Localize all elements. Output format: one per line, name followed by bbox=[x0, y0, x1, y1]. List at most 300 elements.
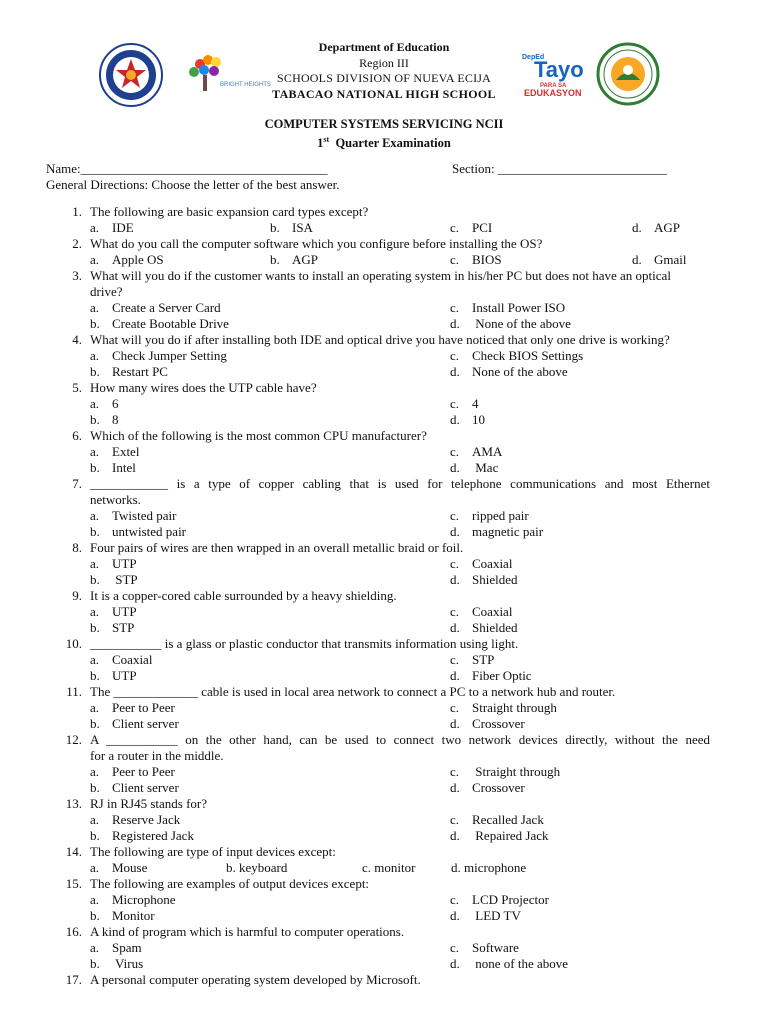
option-text: STP bbox=[472, 652, 495, 667]
text-line bbox=[0, 604, 768, 620]
answer-option bbox=[632, 220, 680, 236]
question-text: The following are type of input devices except: bbox=[90, 844, 336, 859]
answer-option bbox=[90, 300, 221, 316]
text-line bbox=[0, 572, 768, 588]
option-text: Crossover bbox=[472, 780, 525, 795]
course-title: COMPUTER SYSTEMS SERVICING NCII bbox=[264, 117, 504, 131]
answer-option bbox=[90, 828, 194, 844]
answer-option bbox=[450, 668, 532, 684]
option-text: Fiber Optic bbox=[472, 668, 532, 683]
option-letter: a. bbox=[90, 444, 100, 459]
quarter-suffix: st bbox=[323, 135, 330, 144]
option-letter: c. bbox=[450, 444, 460, 459]
answer-option bbox=[450, 316, 571, 332]
answer-option bbox=[450, 828, 549, 844]
option-text: Spam bbox=[112, 940, 142, 955]
question-text: The following are basic expansion card types except? bbox=[90, 204, 369, 219]
option-letter: d. bbox=[450, 828, 460, 843]
question-item bbox=[0, 876, 768, 924]
answer-option bbox=[450, 956, 568, 972]
option-letter: d. bbox=[450, 316, 460, 331]
option-text: Intel bbox=[112, 460, 136, 475]
question-number: 7. bbox=[72, 476, 82, 491]
option-text: Twisted pair bbox=[112, 508, 177, 523]
option-letter: a. bbox=[90, 556, 100, 571]
text-line bbox=[0, 556, 768, 572]
option-letter: d. bbox=[450, 780, 460, 795]
text-line bbox=[0, 780, 768, 796]
option-letter: d. bbox=[450, 524, 460, 539]
option-letter: a. bbox=[90, 508, 100, 523]
option-letter: a. bbox=[90, 764, 100, 779]
answer-option bbox=[450, 652, 494, 668]
question-text: A kind of program which is harmful to computer operations. bbox=[90, 924, 405, 939]
option-text: UTP bbox=[112, 604, 137, 619]
text-line bbox=[0, 348, 768, 364]
option-letter: a. bbox=[90, 348, 100, 363]
answer-option bbox=[450, 572, 518, 588]
text-line bbox=[0, 252, 768, 268]
option-letter: c. bbox=[450, 348, 460, 363]
option-text: Shielded bbox=[472, 572, 518, 587]
option-text: 10 bbox=[472, 412, 485, 427]
option-letter: b. bbox=[90, 412, 100, 427]
answer-option bbox=[90, 860, 147, 876]
answer-option bbox=[450, 348, 583, 364]
text-line bbox=[0, 684, 768, 700]
question-text: What will you do if after installing both IDE and optical drive you have noticed that only one drive is working? bbox=[90, 332, 670, 347]
option-letter: c. bbox=[450, 892, 460, 907]
option-letter: c. bbox=[450, 652, 460, 667]
option-text: BIOS bbox=[472, 252, 502, 267]
option-text: LED TV bbox=[472, 908, 521, 923]
text-line bbox=[0, 620, 768, 636]
question-number: 8. bbox=[72, 540, 82, 555]
option-text: Coaxial bbox=[112, 652, 153, 667]
answer-option bbox=[90, 940, 142, 956]
option-letter: c. bbox=[450, 396, 460, 411]
tayo-line1: PARA SA bbox=[540, 83, 567, 89]
text-line bbox=[0, 332, 768, 348]
text-line bbox=[0, 284, 768, 300]
question-text: A ___________ on the other hand, can be used to connect two network devices directly, without the need bbox=[90, 732, 710, 747]
option-letter: a. bbox=[90, 220, 100, 235]
option-letter: b. bbox=[90, 460, 100, 475]
text-line bbox=[0, 460, 768, 476]
answer-option bbox=[90, 780, 179, 796]
text-line bbox=[0, 428, 768, 444]
answer-option bbox=[450, 764, 560, 780]
option-text: Virus bbox=[112, 956, 144, 971]
section-field: Section: __________________________ bbox=[452, 161, 667, 176]
answer-option bbox=[450, 300, 565, 316]
answer-option bbox=[450, 716, 525, 732]
question-text: A personal computer operating system developed by Microsoft. bbox=[90, 972, 421, 987]
text-line bbox=[0, 716, 768, 732]
option-letter: b. bbox=[90, 364, 100, 379]
option-letter: a. bbox=[90, 604, 100, 619]
tayo-line2: EDUKASYON bbox=[524, 88, 582, 98]
question-text: ___________ is a glass or plastic conductor that transmits information using light. bbox=[90, 636, 519, 651]
answer-option bbox=[90, 620, 134, 636]
option-text: Microphone bbox=[112, 892, 176, 907]
answer-option bbox=[450, 460, 498, 476]
division-name: SCHOOLS DIVISION OF NUEVA ECIJA bbox=[277, 71, 491, 85]
answer-option: c. monitor bbox=[362, 860, 416, 875]
tayo-word: Tayo bbox=[534, 57, 584, 82]
question-text: It is a copper-cored cable surrounded by a heavy shielding. bbox=[90, 588, 397, 603]
text-line bbox=[0, 700, 768, 716]
option-letter: d. bbox=[450, 412, 460, 427]
answer-option bbox=[632, 252, 687, 268]
answer-option bbox=[90, 348, 227, 364]
option-letter: d. bbox=[632, 220, 642, 235]
quarter-number: 1 bbox=[317, 136, 324, 150]
text-line bbox=[0, 364, 768, 380]
option-text: Shielded bbox=[472, 620, 518, 635]
option-text: untwisted pair bbox=[112, 524, 187, 539]
answer-option bbox=[450, 396, 479, 412]
option-text: AGP bbox=[654, 220, 681, 235]
question-item bbox=[0, 844, 768, 876]
option-letter: a. bbox=[90, 940, 100, 955]
option-text: UTP bbox=[112, 668, 137, 683]
option-letter: a. bbox=[90, 812, 100, 827]
text-line bbox=[0, 844, 768, 860]
region-name: Region III bbox=[359, 55, 409, 70]
question-text: What do you call the computer software which you configure before installing the OS? bbox=[90, 236, 543, 251]
text-line bbox=[0, 940, 768, 956]
answer-option bbox=[450, 412, 485, 428]
question-number: 4. bbox=[72, 332, 82, 347]
answer-option bbox=[450, 252, 502, 268]
answer-option bbox=[90, 412, 119, 428]
answer-option bbox=[450, 364, 568, 380]
option-text: Recalled Jack bbox=[472, 812, 544, 827]
option-letter: a. bbox=[90, 700, 100, 715]
option-text: None of the above bbox=[472, 316, 571, 331]
text-line bbox=[0, 732, 768, 748]
text-line bbox=[0, 860, 768, 876]
answer-option bbox=[90, 556, 137, 572]
option-letter: c. bbox=[450, 300, 460, 315]
text-line bbox=[0, 316, 768, 332]
option-text: Gmail bbox=[654, 252, 687, 267]
answer-option bbox=[450, 940, 519, 956]
option-letter: c. bbox=[450, 764, 460, 779]
option-letter: d. bbox=[450, 364, 460, 379]
text-line bbox=[0, 220, 768, 236]
option-text: Reserve Jack bbox=[112, 812, 181, 827]
question-number: 6. bbox=[72, 428, 82, 443]
option-text: Peer to Peer bbox=[112, 764, 175, 779]
option-letter: b. bbox=[90, 956, 100, 971]
option-text: STP bbox=[112, 620, 135, 635]
question-text: for a router in the middle. bbox=[90, 748, 224, 763]
answer-option bbox=[90, 652, 152, 668]
school-name: TABACAO NATIONAL HIGH SCHOOL bbox=[272, 86, 496, 101]
option-text: Mouse bbox=[112, 860, 148, 875]
question-item bbox=[0, 380, 768, 428]
option-text: Client server bbox=[112, 716, 179, 731]
text-line bbox=[0, 764, 768, 780]
text-line bbox=[0, 924, 768, 940]
option-letter: a. bbox=[90, 252, 100, 267]
question-item bbox=[0, 732, 768, 796]
text-line bbox=[0, 668, 768, 684]
question-item bbox=[0, 428, 768, 476]
question-text: The following are examples of output devices except: bbox=[90, 876, 370, 891]
text-line bbox=[0, 300, 768, 316]
answer-option bbox=[90, 252, 164, 268]
text-line bbox=[0, 796, 768, 812]
option-text: magnetic pair bbox=[472, 524, 544, 539]
text-line bbox=[0, 524, 768, 540]
question-item bbox=[0, 332, 768, 380]
option-text: Straight through bbox=[472, 764, 561, 779]
option-text: LCD Projector bbox=[472, 892, 549, 907]
question-number: 12. bbox=[65, 732, 82, 747]
option-text: Software bbox=[472, 940, 519, 955]
option-letter: a. bbox=[90, 892, 100, 907]
option-text: STP bbox=[112, 572, 138, 587]
option-text: 6 bbox=[112, 396, 119, 411]
option-text: Restart PC bbox=[112, 364, 168, 379]
answer-option bbox=[90, 956, 143, 972]
question-item bbox=[0, 924, 768, 972]
answer-option bbox=[90, 908, 155, 924]
option-text: Create a Server Card bbox=[112, 300, 221, 315]
option-letter: d. bbox=[450, 460, 460, 475]
question-text: RJ in RJ45 stands for? bbox=[90, 796, 207, 811]
option-text: none of the above bbox=[472, 956, 569, 971]
question-number: 16. bbox=[65, 924, 82, 939]
question-item bbox=[0, 796, 768, 844]
option-letter: b. bbox=[90, 668, 100, 683]
text-line bbox=[0, 204, 768, 220]
bright-heights-text: BRIGHT HEIGHTS bbox=[220, 82, 271, 88]
answer-option bbox=[90, 364, 168, 380]
question-item bbox=[0, 588, 768, 636]
text-line bbox=[0, 540, 768, 556]
option-letter: d. bbox=[450, 668, 460, 683]
option-letter: b. bbox=[90, 524, 100, 539]
option-letter: c. bbox=[450, 252, 460, 267]
answer-option bbox=[90, 396, 119, 412]
option-letter: a. bbox=[90, 396, 100, 411]
question-text: Four pairs of wires are then wrapped in an overall metallic braid or foil. bbox=[90, 540, 464, 555]
question-text: What will you do if the customer wants to install an operating system in his/her PC but does not have an optical bbox=[90, 268, 671, 283]
text-line bbox=[0, 236, 768, 252]
option-letter: b. bbox=[90, 316, 100, 331]
option-letter: c. bbox=[450, 700, 460, 715]
tayo-deped-small: DepEd bbox=[522, 54, 545, 61]
option-letter: c. bbox=[450, 604, 460, 619]
text-line bbox=[0, 380, 768, 396]
option-text: Coaxial bbox=[472, 556, 513, 571]
option-text: Extel bbox=[112, 444, 140, 459]
question-item bbox=[0, 684, 768, 732]
text-line bbox=[0, 972, 768, 988]
answer-option bbox=[270, 252, 318, 268]
option-letter: b. bbox=[90, 828, 100, 843]
text-line bbox=[0, 828, 768, 844]
answer-option bbox=[450, 220, 492, 236]
answer-option bbox=[90, 716, 179, 732]
answer-option bbox=[90, 220, 134, 236]
option-letter: b. bbox=[90, 620, 100, 635]
option-text: Check BIOS Settings bbox=[472, 348, 584, 363]
option-letter: b. bbox=[90, 716, 100, 731]
answer-option bbox=[450, 508, 529, 524]
text-line bbox=[0, 956, 768, 972]
question-text: Which of the following is the most common CPU manufacturer? bbox=[90, 428, 427, 443]
option-letter: b. bbox=[90, 908, 100, 923]
option-letter: b. bbox=[90, 780, 100, 795]
option-letter: d. bbox=[632, 252, 642, 267]
question-item bbox=[0, 268, 768, 332]
option-text: Create Bootable Drive bbox=[112, 316, 229, 331]
option-letter: a. bbox=[90, 300, 100, 315]
option-text: PCI bbox=[472, 220, 493, 235]
option-letter: c. bbox=[450, 508, 460, 523]
quarter-title bbox=[0, 132, 768, 151]
answer-option bbox=[90, 460, 136, 476]
answer-option bbox=[90, 316, 229, 332]
option-letter: a. bbox=[90, 860, 100, 875]
text-line bbox=[0, 892, 768, 908]
text-line bbox=[0, 444, 768, 460]
option-text: Check Jumper Setting bbox=[112, 348, 227, 363]
question-number: 1. bbox=[72, 204, 82, 219]
answer-option bbox=[450, 780, 525, 796]
question-number: 2. bbox=[72, 236, 82, 251]
text-line bbox=[0, 588, 768, 604]
question-text: ____________ is a type of copper cabling that is used for telephone communications and most Ethernet bbox=[90, 476, 710, 491]
text-line bbox=[0, 508, 768, 524]
answer-option bbox=[450, 524, 543, 540]
option-text: ISA bbox=[292, 220, 313, 235]
answer-option: b. keyboard bbox=[226, 860, 288, 875]
question-item bbox=[0, 476, 768, 540]
question-text: How many wires does the UTP cable have? bbox=[90, 380, 317, 395]
department-name: Department of Education bbox=[318, 40, 450, 54]
option-text: 8 bbox=[112, 412, 119, 427]
option-letter: d. bbox=[450, 716, 460, 731]
question-item bbox=[0, 204, 768, 236]
question-list bbox=[0, 204, 768, 988]
option-text: AGP bbox=[292, 252, 319, 267]
option-letter: a. bbox=[90, 652, 100, 667]
text-line bbox=[0, 268, 768, 284]
question-number: 15. bbox=[65, 876, 82, 891]
question-number: 10. bbox=[65, 636, 82, 651]
option-letter: b. bbox=[270, 220, 280, 235]
option-text: Coaxial bbox=[472, 604, 513, 619]
question-number: 5. bbox=[72, 380, 82, 395]
option-letter: b. bbox=[270, 252, 280, 267]
option-text: Straight through bbox=[472, 700, 557, 715]
question-text: drive? bbox=[90, 284, 123, 299]
answer-option bbox=[450, 620, 518, 636]
question-number: 13. bbox=[65, 796, 82, 811]
text-line bbox=[0, 812, 768, 828]
text-line bbox=[0, 876, 768, 892]
answer-option bbox=[90, 508, 176, 524]
option-text: UTP bbox=[112, 556, 137, 571]
question-item bbox=[0, 972, 768, 988]
answer-option bbox=[450, 892, 549, 908]
option-text: Apple OS bbox=[112, 252, 164, 267]
text-line bbox=[0, 636, 768, 652]
answer-option bbox=[90, 892, 176, 908]
option-letter: d. bbox=[450, 620, 460, 635]
answer-option bbox=[450, 812, 544, 828]
text-line bbox=[0, 412, 768, 428]
text-line bbox=[0, 748, 768, 764]
answer-option bbox=[450, 556, 512, 572]
general-directions: General Directions: Choose the letter of the best answer. bbox=[46, 177, 340, 192]
answer-option bbox=[90, 668, 137, 684]
text-line bbox=[0, 476, 768, 492]
option-letter: b. bbox=[90, 572, 100, 587]
question-number: 14. bbox=[65, 844, 82, 859]
answer-option bbox=[450, 444, 502, 460]
option-letter: d. bbox=[450, 572, 460, 587]
option-text: None of the above bbox=[472, 364, 568, 379]
option-text: Peer to Peer bbox=[112, 700, 175, 715]
question-item bbox=[0, 236, 768, 268]
question-number: 11. bbox=[66, 684, 82, 699]
option-text: Repaired Jack bbox=[472, 828, 549, 843]
option-letter: d. bbox=[450, 908, 460, 923]
text-line bbox=[0, 396, 768, 412]
text-line bbox=[0, 492, 768, 508]
option-text: ripped pair bbox=[472, 508, 529, 523]
option-letter: c. bbox=[450, 940, 460, 955]
answer-option bbox=[90, 700, 175, 716]
option-text: IDE bbox=[112, 220, 134, 235]
answer-option: d. microphone bbox=[451, 860, 527, 875]
option-text: Install Power ISO bbox=[472, 300, 566, 315]
option-text: Mac bbox=[472, 460, 499, 475]
option-text: AMA bbox=[472, 444, 503, 459]
school-header bbox=[0, 40, 768, 102]
quarter-label: Quarter Examination bbox=[329, 136, 451, 150]
option-text: Client server bbox=[112, 780, 179, 795]
option-text: Registered Jack bbox=[112, 828, 194, 843]
answer-option bbox=[450, 700, 557, 716]
answer-option bbox=[450, 908, 521, 924]
answer-option bbox=[90, 604, 137, 620]
text-line bbox=[0, 652, 768, 668]
exam-title bbox=[0, 116, 768, 151]
option-text: Monitor bbox=[112, 908, 155, 923]
option-text: 4 bbox=[472, 396, 479, 411]
name-field: Name:______________________________________ bbox=[46, 161, 328, 176]
option-letter: c. bbox=[450, 812, 460, 827]
question-text: networks. bbox=[90, 492, 141, 507]
answer-option bbox=[90, 524, 186, 540]
answer-option bbox=[90, 444, 139, 460]
answer-option bbox=[270, 220, 313, 236]
question-number: 3. bbox=[72, 268, 82, 283]
option-letter: d. bbox=[450, 956, 460, 971]
answer-option bbox=[450, 604, 512, 620]
answer-option bbox=[90, 812, 180, 828]
question-number: 17. bbox=[65, 972, 82, 987]
question-item bbox=[0, 636, 768, 684]
